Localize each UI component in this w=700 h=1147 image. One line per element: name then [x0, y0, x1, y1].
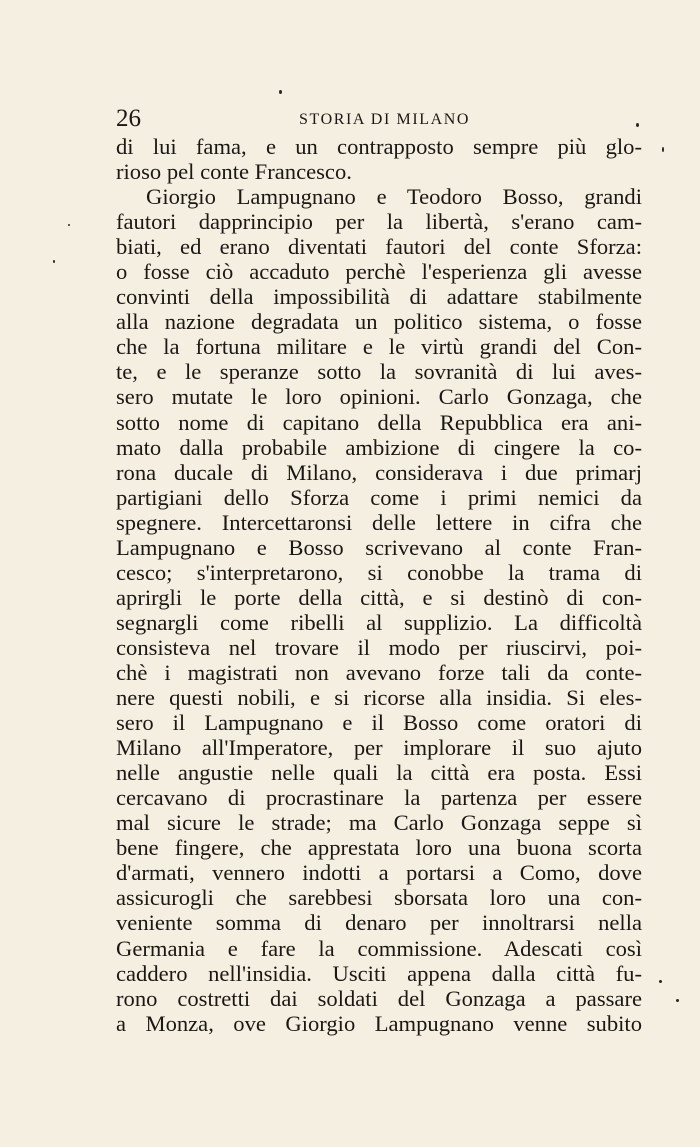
text-line: Germania e fare la commissione. Adescati così [116, 935, 642, 961]
text-line: che la fortuna militare e le virtù grandi del Con- [116, 334, 642, 360]
text-line: sero mutate le loro opinioni. Carlo Gonzaga, che [116, 384, 642, 410]
text-line: sero il Lampugnano e il Bosso come oratori di [116, 710, 642, 736]
text-line: fautori dapprincipio per la libertà, s'erano cam- [116, 209, 642, 235]
text-line: cercavano di procrastinare la partenza per essere [116, 785, 642, 811]
body-text [116, 134, 642, 1036]
page-header [116, 104, 642, 134]
ink-speck [676, 999, 679, 1002]
text-line: alla nazione degradata un politico sistema, o fosse [116, 309, 642, 335]
text-line: Milano all'Imperatore, per implorare il suo ajuto [116, 735, 642, 761]
text-line: bene fingere, che apprestata loro una buona scorta [116, 835, 642, 861]
ink-speck [659, 980, 662, 983]
text-line: mal sicure le strade; ma Carlo Gonzaga seppe sì [116, 810, 642, 836]
text-line: d'armati, vennero indotti a portarsi a Como, dove [116, 860, 642, 886]
text-line: cesco; s'interpretarono, si conobbe la trama di [116, 559, 642, 585]
page-number: 26 [116, 105, 141, 132]
ink-speck [53, 260, 55, 263]
text-line: convinti della impossibilità di adattare stabilmente [116, 284, 642, 310]
ink-speck [662, 147, 664, 152]
ink-speck [68, 224, 70, 226]
text-line: Giorgio Lampugnano e Teodoro Bosso, grandi [146, 184, 642, 210]
text-line: veniente somma di denaro per innoltrarsi nella [116, 910, 642, 936]
text-line: spegnere. Intercettaronsi delle lettere in cifra che [116, 509, 642, 535]
text-line: nelle angustie nelle quali la città era posta. Essi [116, 760, 642, 786]
text-line: Lampugnano e Bosso scrivevano al conte Fran- [116, 534, 642, 560]
text-line: a Monza, ove Giorgio Lampugnano venne subito [116, 1010, 642, 1036]
text-line: te, e le speranze sotto la sovranità di lui aves- [116, 359, 642, 385]
text-line: nere questi nobili, e si ricorse alla insidia. Si eles- [116, 685, 642, 711]
text-line: chè i magistrati non avevano forze tali da conte- [116, 659, 642, 685]
running-title: STORIA DI MILANO [299, 111, 471, 128]
text-line: caddero nell'insidia. Usciti appena dalla città fu- [116, 960, 642, 986]
text-line: segnargli come ribelli al supplizio. La difficoltà [116, 609, 642, 635]
text-line: aprirgli le porte della città, e si destinò di con- [116, 584, 642, 610]
text-line: sotto nome di capitano della Repubblica era ani- [116, 409, 642, 435]
text-line: biati, ed erano diventati fautori del conte Sforza: [116, 234, 642, 260]
text-line: rioso pel conte Francesco. [116, 159, 352, 185]
text-line: consisteva nel trovare il modo per riuscirvi, poi- [116, 634, 642, 660]
text-line: rono costretti dai soldati del Gonzaga a passare [116, 985, 642, 1011]
text-line: o fosse ciò accaduto perchè l'esperienza gli avesse [116, 259, 642, 285]
text-line: mato dalla probabile ambizione di cingere la co- [116, 434, 642, 460]
text-line: rona ducale di Milano, considerava i due primarj [116, 459, 642, 485]
text-line: di lui fama, e un contrapposto sempre più glo- [116, 134, 642, 159]
ink-speck [279, 90, 282, 94]
text-line: partigiani dello Sforza come i primi nemici da [116, 484, 642, 510]
text-line: assicurogli che sarebbesi sborsata loro una con- [116, 885, 642, 911]
